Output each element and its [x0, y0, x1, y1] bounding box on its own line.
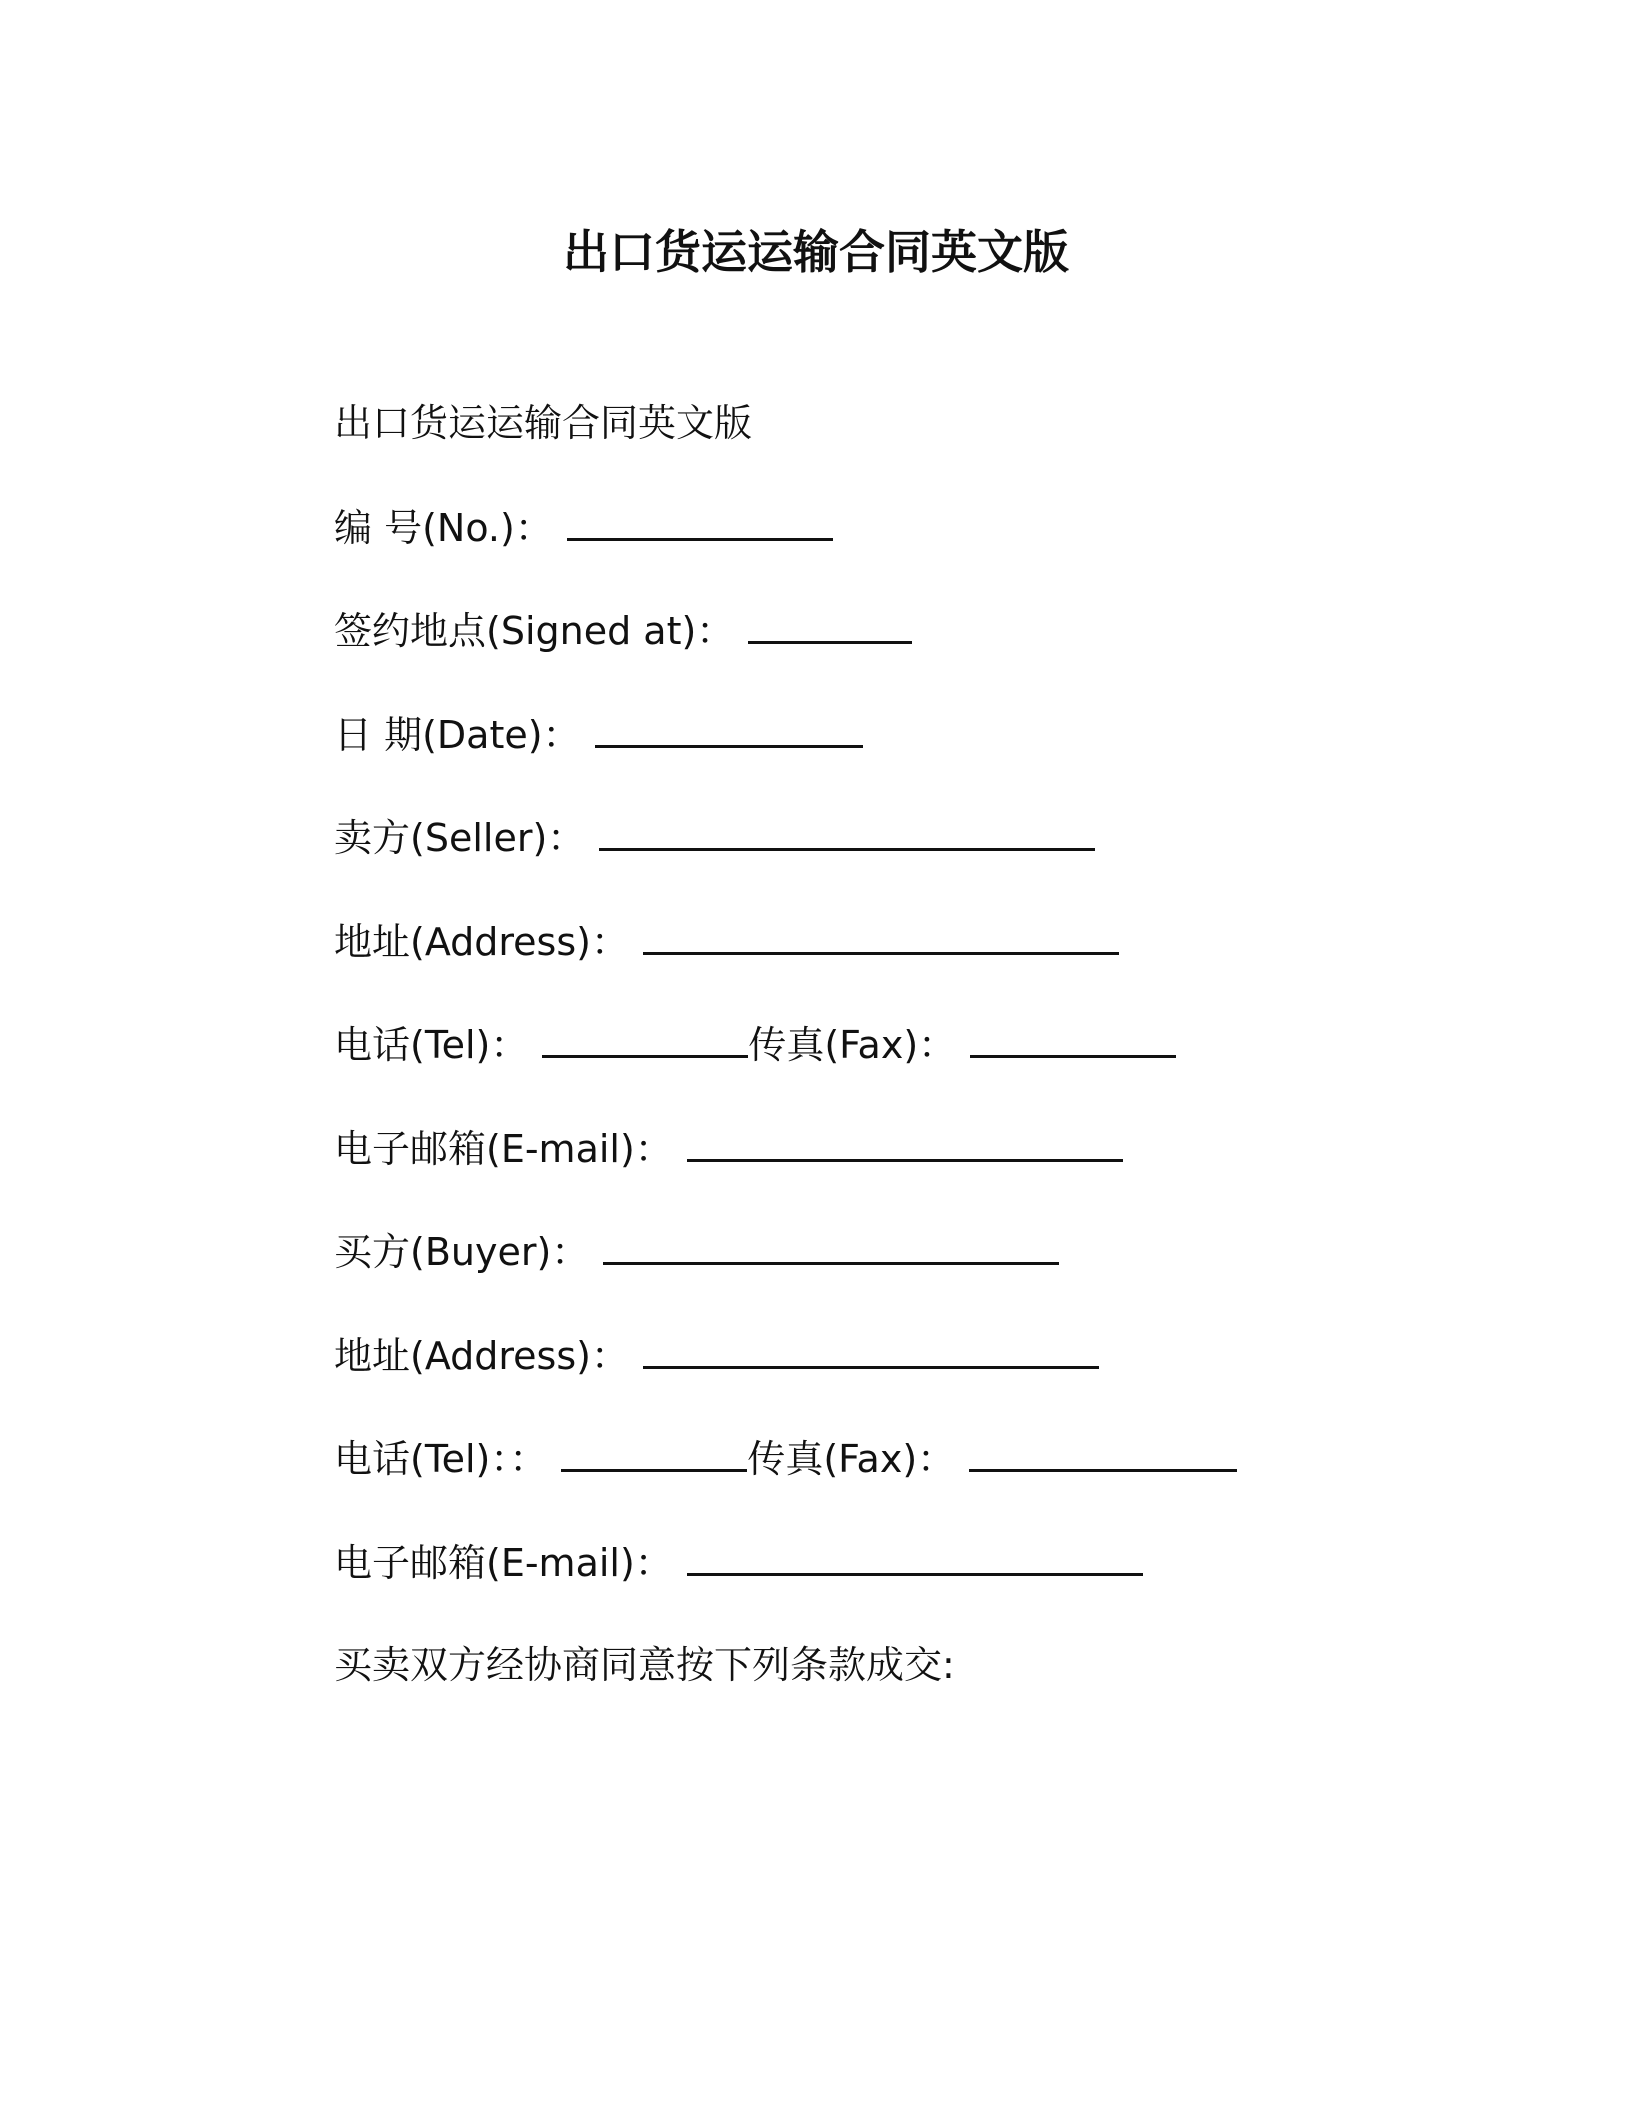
seller-line: [334, 810, 1434, 914]
contract-number-label: 编 号(No.)：: [334, 505, 553, 550]
signed-at-blank[interactable]: [748, 603, 912, 644]
buyer-tel-blank[interactable]: [561, 1431, 747, 1472]
date-line: [334, 707, 1434, 811]
contract-number-line: [334, 500, 1434, 604]
subtitle-line: [334, 396, 1434, 500]
seller-email-blank[interactable]: [687, 1121, 1123, 1162]
buyer-fax-blank[interactable]: [969, 1431, 1237, 1472]
document-title: 出口货运运输合同英文版: [563, 225, 1069, 279]
signed-at-label: 签约地点(Signed at)：: [334, 609, 735, 653]
closing-text: 买卖双方经协商同意按下列条款成交:: [334, 1643, 955, 1687]
buyer-label: 买方(Buyer)：: [334, 1230, 590, 1274]
seller-fax-label: 传真(Fax)：: [748, 1023, 957, 1067]
buyer-address-line: [334, 1328, 1434, 1432]
seller-phone-fax-line: [334, 1017, 1434, 1121]
buyer-email-line: [334, 1535, 1434, 1639]
date-blank[interactable]: [595, 707, 863, 748]
closing-line: [334, 1638, 1434, 1742]
seller-email-line: [334, 1121, 1434, 1225]
seller-address-line: [334, 914, 1434, 1018]
seller-blank[interactable]: [599, 810, 1095, 851]
date-label: 日 期(Date)：: [334, 712, 581, 757]
seller-tel-blank[interactable]: [542, 1017, 748, 1058]
document-subtitle: 出口货运运输合同英文版: [334, 401, 753, 445]
buyer-phone-fax-line: [334, 1431, 1434, 1535]
buyer-email-blank[interactable]: [687, 1535, 1143, 1576]
buyer-address-blank[interactable]: [643, 1328, 1099, 1369]
buyer-fax-label: 传真(Fax)：: [747, 1437, 956, 1481]
seller-tel-label: 电话(Tel)：: [334, 1023, 529, 1067]
buyer-tel-label: 电话(Tel)：：: [334, 1437, 548, 1481]
buyer-address-label: 地址(Address)：: [334, 1333, 629, 1378]
buyer-blank[interactable]: [603, 1224, 1059, 1265]
seller-fax-blank[interactable]: [970, 1017, 1176, 1058]
contract-number-blank[interactable]: [567, 500, 833, 541]
document-body: [334, 396, 1434, 1742]
seller-email-label: 电子邮箱(E-mail)：: [334, 1126, 673, 1171]
buyer-line: [334, 1224, 1434, 1328]
seller-address-blank[interactable]: [643, 914, 1119, 955]
buyer-email-label: 电子邮箱(E-mail)：: [334, 1540, 673, 1585]
signed-at-line: [334, 603, 1434, 707]
seller-label: 卖方(Seller)：: [334, 816, 586, 860]
seller-address-label: 地址(Address)：: [334, 919, 629, 964]
